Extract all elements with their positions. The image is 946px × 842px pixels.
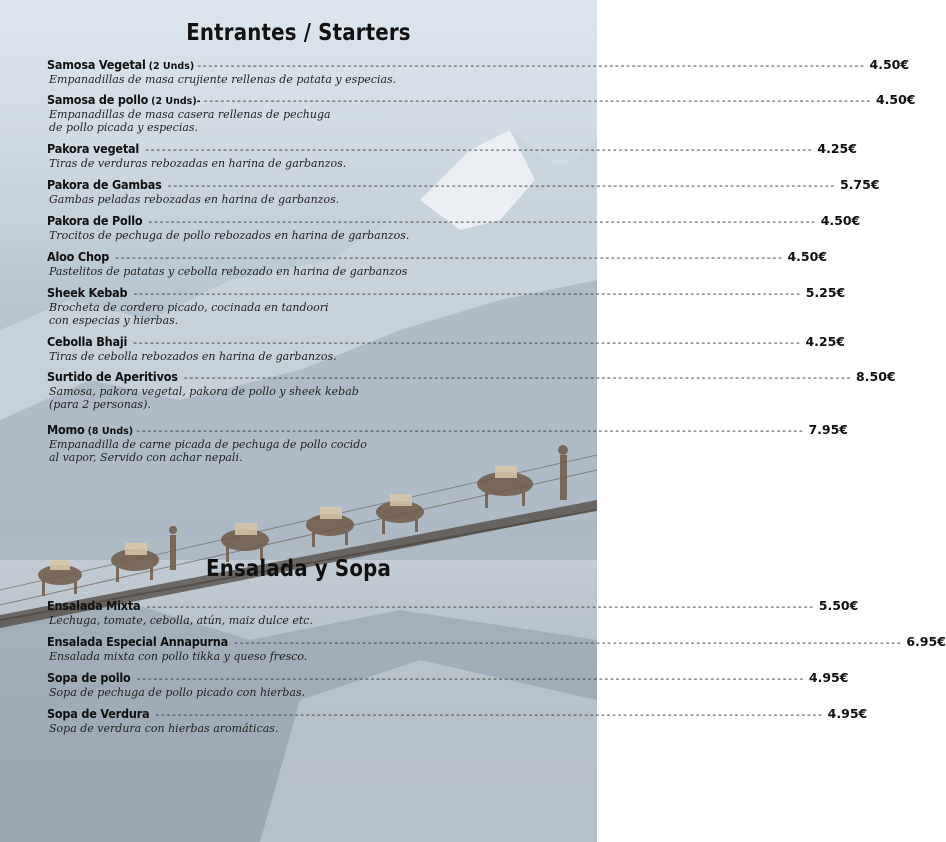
dot-leader: ------------------------------------------------------------------------------------------------------------------------ bbox=[234, 636, 903, 649]
dot-leader: ------------------------------------------------------------------------------------------------------------------------ bbox=[148, 215, 817, 228]
menu-item-quantity: (2 Unds) bbox=[148, 61, 195, 72]
menu-item-name: Samosa Vegetal bbox=[47, 57, 146, 72]
menu-item-description: Sopa de pechuga de pollo picado con hierbas. bbox=[49, 686, 306, 699]
menu-item-row bbox=[47, 634, 946, 650]
menu-item-row bbox=[47, 706, 868, 722]
menu-item-description: Sopa de verdura con hierbas aromáticas. bbox=[49, 722, 279, 735]
menu-item-name: Ensalada Mixta bbox=[47, 598, 141, 613]
menu-item-row bbox=[47, 177, 880, 193]
menu-item-name: Samosa de pollo bbox=[47, 92, 149, 107]
menu-item-name: Sheek Kebab bbox=[47, 285, 128, 300]
menu-item-row bbox=[47, 285, 846, 301]
menu-item-description: Samosa, pakora vegetal, pakora de pollo y sheek kebab (para 2 personas). bbox=[49, 385, 359, 411]
dot-leader: ------------------------------------------------------------------------------------------------------------------------ bbox=[115, 251, 784, 264]
menu-item-name: Cebolla Bhaji bbox=[47, 334, 128, 349]
menu-item-name: Pakora vegetal bbox=[47, 141, 140, 156]
dot-leader: ------------------------------------------------------------------------------------------------------------------------ bbox=[183, 371, 853, 384]
menu-item bbox=[47, 141, 857, 170]
menu-item-price: 4.50€ bbox=[820, 213, 861, 228]
menu-item bbox=[47, 422, 848, 464]
menu-item bbox=[47, 249, 828, 278]
menu-item-row bbox=[47, 598, 859, 614]
menu-item-name: Aloo Chop bbox=[47, 249, 110, 264]
menu-item-description: Ensalada mixta con pollo tikka y queso fresco. bbox=[49, 650, 308, 663]
menu-item-row bbox=[47, 334, 845, 350]
menu-item-price: 5.50€ bbox=[818, 598, 859, 613]
menu-item-price: 4.50€ bbox=[875, 92, 916, 107]
menu-item-row bbox=[47, 249, 828, 265]
dot-leader: ------------------------------------------------------------------------------------------------------------------------ bbox=[136, 424, 805, 437]
menu-item-price: 4.25€ bbox=[817, 141, 857, 156]
menu-item-price: 4.95€ bbox=[827, 706, 868, 721]
dot-leader: ------------------------------------------------------------------------------------------------------------------------ bbox=[197, 59, 866, 72]
menu-item bbox=[47, 57, 910, 86]
menu-item bbox=[47, 285, 846, 327]
menu-item-description: Tiras de verduras rebozadas en harina de garbanzos. bbox=[49, 157, 347, 170]
menu-item-row bbox=[47, 670, 849, 686]
menu-item bbox=[47, 634, 946, 663]
menu-item-price: 4.50€ bbox=[787, 249, 828, 264]
menu-item-price: 7.95€ bbox=[808, 422, 848, 437]
dot-leader: ------------------------------------------------------------------------------------------------------------------------ bbox=[146, 600, 815, 613]
menu-item bbox=[47, 369, 896, 411]
menu-item-price: 4.95€ bbox=[808, 670, 849, 685]
menu-item-name: Sopa de pollo bbox=[47, 670, 131, 685]
menu-item bbox=[47, 670, 849, 699]
menu-item-row bbox=[47, 92, 916, 108]
menu-item-description: Gambas peladas rebozadas en harina de garbanzos. bbox=[49, 193, 340, 206]
menu-item-row bbox=[47, 213, 861, 229]
menu-item bbox=[47, 213, 861, 242]
menu-item-name: Momo bbox=[47, 422, 85, 437]
menu-item-price: 5.75€ bbox=[839, 177, 880, 192]
dot-leader: ------------------------------------------------------------------------------------------------------------------------ bbox=[203, 94, 872, 107]
menu-item-row bbox=[47, 369, 896, 385]
section-title-starters: Entrantes / Starters bbox=[186, 20, 411, 46]
menu-item bbox=[47, 92, 916, 134]
dot-leader: ------------------------------------------------------------------------------------------------------------------------ bbox=[136, 672, 805, 685]
dot-leader: ------------------------------------------------------------------------------------------------------------------------ bbox=[133, 336, 802, 349]
menu-item-description: Empanadilla de carne picada de pechuga de pollo cocido al vapor, Servido con achar nepali. bbox=[49, 438, 367, 464]
menu-item-description: Empanadillas de masa casera rellenas de pechuga de pollo picada y especias. bbox=[49, 108, 331, 134]
menu-item-name: Surtido de Aperitivos bbox=[47, 369, 178, 384]
menu-item-name: Ensalada Especial Annapurna bbox=[47, 634, 228, 649]
menu-item-row bbox=[47, 422, 848, 438]
menu-item-price: 4.25€ bbox=[805, 334, 845, 349]
menu-item-price: 6.95€ bbox=[906, 634, 946, 649]
menu-item bbox=[47, 706, 868, 735]
dot-leader: ------------------------------------------------------------------------------------------------------------------------ bbox=[145, 143, 814, 156]
menu-item-description: Trocitos de pechuga de pollo rebozados en harina de garbanzos. bbox=[49, 229, 410, 242]
menu-item bbox=[47, 334, 845, 363]
menu-item-price: 4.50€ bbox=[869, 57, 910, 72]
menu-item bbox=[47, 598, 859, 627]
menu-item-quantity: (2 Unds)- bbox=[151, 96, 201, 107]
menu-item-row bbox=[47, 57, 910, 73]
dot-leader: ------------------------------------------------------------------------------------------------------------------------ bbox=[155, 708, 824, 721]
menu-item-price: 8.50€ bbox=[856, 369, 896, 384]
dot-leader: ------------------------------------------------------------------------------------------------------------------------ bbox=[133, 287, 802, 300]
menu-item-row bbox=[47, 141, 857, 157]
dot-leader: ------------------------------------------------------------------------------------------------------------------------ bbox=[167, 179, 836, 192]
menu-item-description: Tiras de cebolla rebozados en harina de garbanzos. bbox=[49, 350, 337, 363]
section-title-salads-soups: Ensalada y Sopa bbox=[206, 556, 391, 582]
menu-item-name: Sopa de Verdura bbox=[47, 706, 150, 721]
menu-item-description: Pastelitos de patatas y cebolla rebozado en harina de garbanzos bbox=[49, 265, 408, 278]
menu-item-description: Lechuga, tomate, cebolla, atún, maiz dulce etc. bbox=[49, 614, 313, 627]
menu-item-name: Pakora de Pollo bbox=[47, 213, 143, 228]
menu-item-quantity: (8 Unds) bbox=[87, 426, 134, 437]
menu-item-name: Pakora de Gambas bbox=[47, 177, 162, 192]
menu-item-description: Empanadillas de masa crujiente rellenas de patata y especias. bbox=[49, 73, 397, 86]
menu-item-description: Brocheta de cordero picado, cocinada en tandoori con especias y hierbas. bbox=[49, 301, 329, 327]
menu-item-price: 5.25€ bbox=[805, 285, 846, 300]
menu-item bbox=[47, 177, 880, 206]
